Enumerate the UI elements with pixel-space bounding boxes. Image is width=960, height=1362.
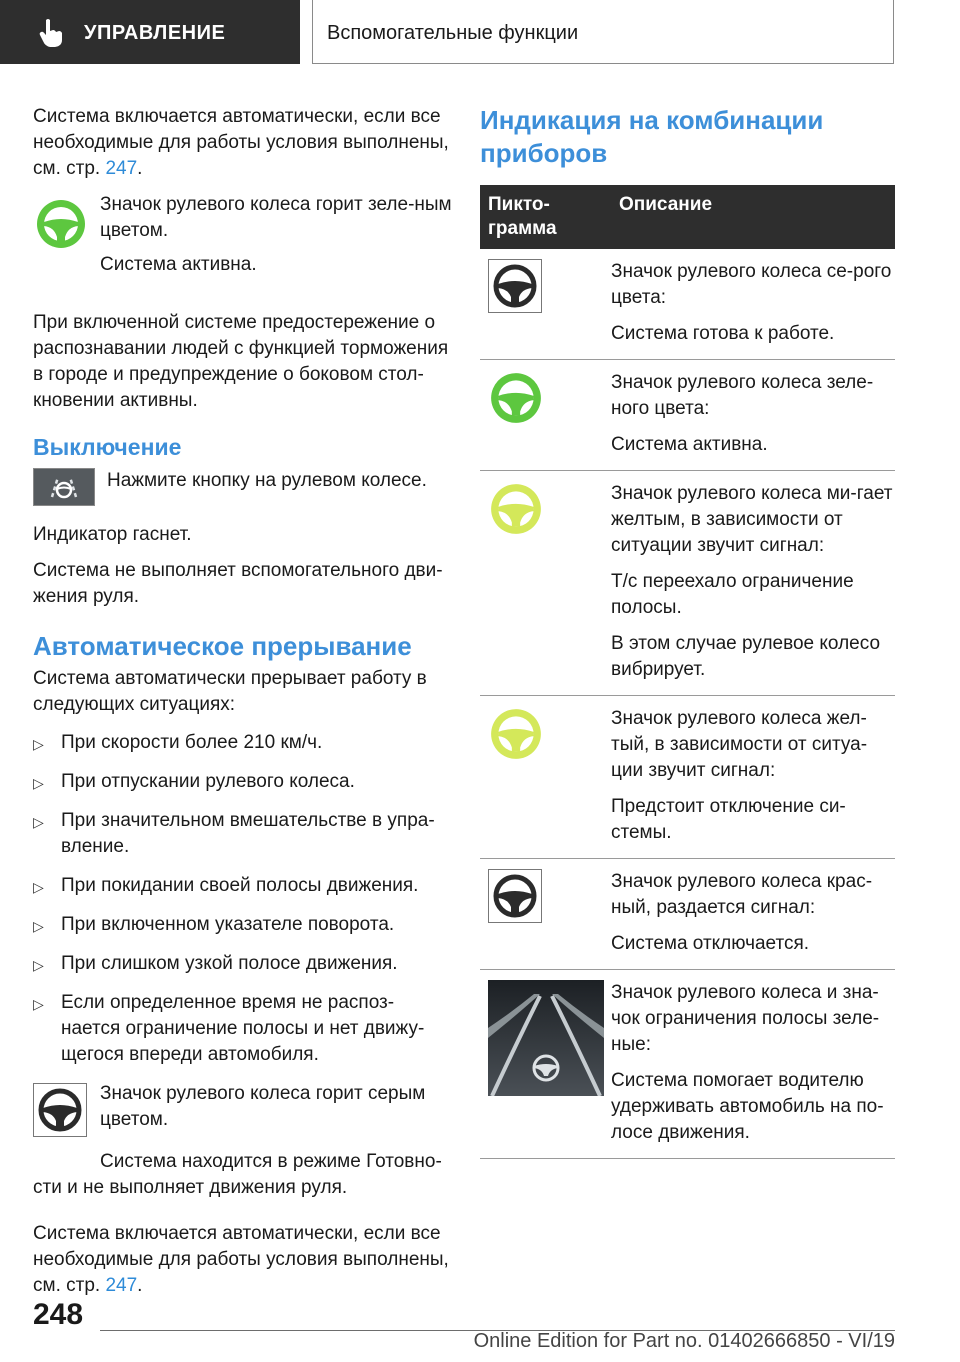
table-row: Значок рулевого колеса се‐рого цвета: Система готова к работе. xyxy=(480,249,895,360)
section-tab xyxy=(0,0,300,64)
list-item: ▷ При скорости более 210 км/ч. xyxy=(33,730,453,756)
page-link[interactable]: 247 xyxy=(105,1275,138,1296)
auto-heading: Автоматическое прерывание xyxy=(33,631,412,661)
list-item: ▷ При значительном вмешательстве в упра‐вление. xyxy=(33,810,435,857)
list-item: ▷ Если определенное время не распоз‐нается ограничение полосы и нет движу‐щегося впереди автомобиля. xyxy=(33,992,425,1065)
outro-paragraph: Система включается автоматически, если все необходимые для работы условия выполнены, см. стр. 247. xyxy=(33,1223,449,1296)
auto-bullets xyxy=(33,730,453,1068)
grey-indicator-status: Система находится в режиме Готовно‐сти и не выполняет движения руля. xyxy=(33,1151,442,1198)
steering-wheel-green-icon xyxy=(488,370,544,426)
table-row: Значок рулевого колеса ми‐гает желтым, в зависимости от ситуации звучит сигнал: Т/с переехало ограничение полосы. В этом случае рулевое колесо вибрирует. xyxy=(480,471,895,696)
grey-indicator-row xyxy=(33,1081,453,1139)
column-header-description: Описание xyxy=(611,185,895,249)
edition-text: Online Edition for Part no. 01402666850 - VI/19 xyxy=(473,1330,895,1352)
off-heading: Выключение xyxy=(33,434,182,460)
steering-wheel-green-icon xyxy=(33,196,89,252)
triangle-bullet-icon: ▷ xyxy=(33,775,44,791)
column-header-pictogram: Пикто‐грамма xyxy=(480,185,611,249)
triangle-bullet-icon: ▷ xyxy=(33,879,44,895)
list-item: ▷ При слишком узкой полосе движения. xyxy=(33,951,453,977)
page-number: 248 xyxy=(33,1298,84,1331)
pointing-hand-icon xyxy=(38,18,64,48)
section-title: УПРАВЛЕНИЕ xyxy=(84,22,226,44)
table-row: Значок рулевого колеса зеле‐ного цвета: Система активна. xyxy=(480,360,895,471)
list-item: ▷ При отпускании рулевого колеса. xyxy=(33,769,453,795)
steering-wheel-yellow-icon xyxy=(488,706,544,762)
lane-display-icon xyxy=(488,980,604,1096)
warnings-paragraph: При включенной системе предостережение о распознавании людей с функцией торможения в городе и предупреждение о боковом стол‐кновении активны. xyxy=(33,312,449,411)
table-row: Значок рулевого колеса жел‐тый, в зависимости от ситуа‐ции звучит сигнал: Предстоит отключение си‐стемы. xyxy=(480,696,895,859)
green-indicator-status: Система активна. xyxy=(100,254,257,275)
steering-wheel-grey-icon xyxy=(33,1083,87,1137)
list-item: ▷ При включенном указателе поворота. xyxy=(33,912,453,938)
triangle-bullet-icon: ▷ xyxy=(33,918,44,934)
list-item: ▷ При покидании своей полосы движения. xyxy=(33,873,453,899)
pictogram-table xyxy=(480,185,895,1159)
off-paragraph-1: Индикатор гаснет. xyxy=(33,524,192,545)
triangle-bullet-icon: ▷ xyxy=(33,957,44,973)
off-button-text: Нажмите кнопку на рулевом колесе. xyxy=(107,470,427,491)
instrument-heading: Индикация на комбинации приборов xyxy=(480,105,824,168)
green-indicator-text: Значок рулевого колеса горит зеле‐ным цветом. xyxy=(100,194,452,241)
left-column xyxy=(33,104,453,1299)
steering-wheel-yellow-icon xyxy=(488,481,544,537)
steering-button-icon xyxy=(33,468,95,506)
table-row: Значок рулевого колеса и зна‐чок ограничения полосы зеле‐ные: Система помогает водителю удерживать автомобиль на по‐лосе движения. xyxy=(480,970,895,1159)
right-column xyxy=(480,104,895,1159)
intro-paragraph: Система включается автоматически, если все необходимые для работы условия выполнены, см. стр. 247. xyxy=(33,106,449,179)
off-button-row xyxy=(33,468,453,514)
triangle-bullet-icon: ▷ xyxy=(33,996,44,1012)
green-indicator-row xyxy=(33,192,453,300)
chapter-header xyxy=(312,0,894,64)
steering-wheel-red-icon xyxy=(488,869,542,923)
triangle-bullet-icon: ▷ xyxy=(33,814,44,830)
chapter-title: Вспомогательные функции xyxy=(327,22,579,44)
triangle-bullet-icon: ▷ xyxy=(33,736,44,752)
off-paragraph-2: Система не выполняет вспомогательного дви‐жения руля. xyxy=(33,560,443,607)
table-row: Значок рулевого колеса крас‐ный, раздается сигнал: Система отключается. xyxy=(480,859,895,970)
page-link[interactable]: 247 xyxy=(105,158,138,179)
auto-intro: Система автоматически прерывает работу в следующих ситуациях: xyxy=(33,668,427,715)
grey-indicator-text: Значок рулевого колеса горит серым цветом. xyxy=(100,1083,426,1130)
steering-wheel-grey-icon xyxy=(488,259,542,313)
table-header-row xyxy=(480,185,895,249)
